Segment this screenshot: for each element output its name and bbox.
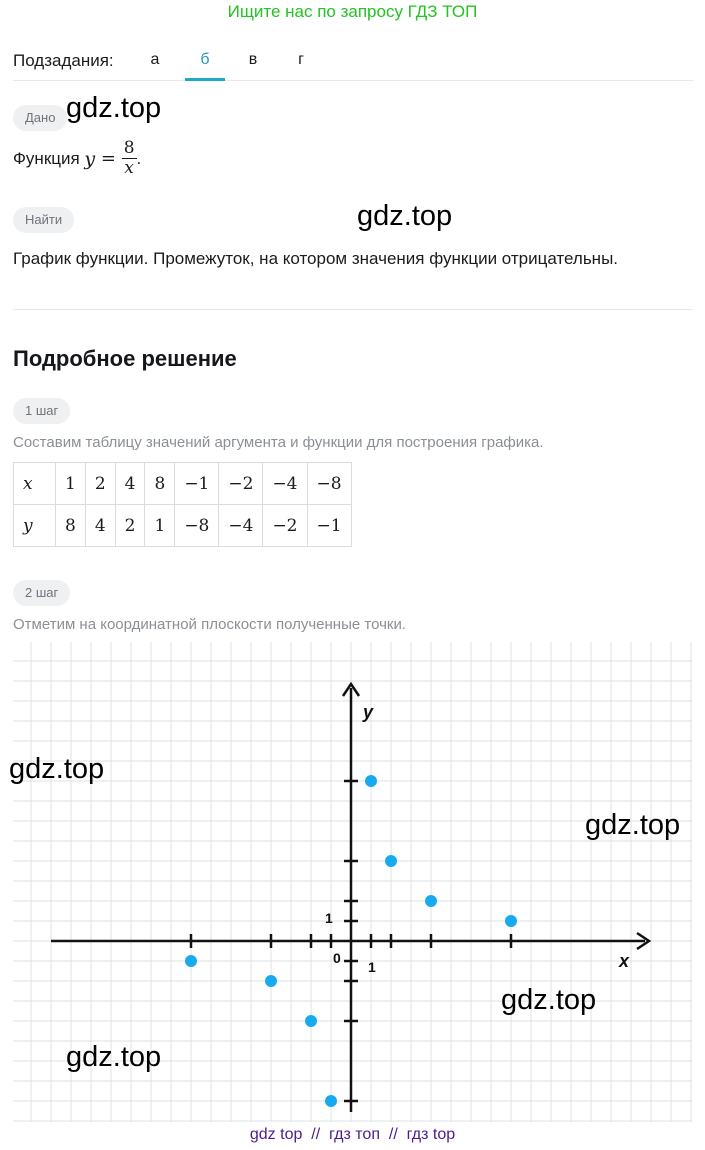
table-cell: −8 bbox=[175, 505, 219, 547]
promo-banner[interactable]: Ищите нас по запросу ГДЗ ТОП bbox=[227, 2, 478, 21]
data-point bbox=[325, 1095, 337, 1107]
given-prefix: Функция bbox=[13, 148, 85, 168]
table-cell: −2 bbox=[263, 505, 307, 547]
step1-chip: 1 шаг bbox=[13, 398, 70, 424]
table-cell: −4 bbox=[219, 505, 263, 547]
given-var-y: y bbox=[84, 147, 96, 170]
fraction-numerator: 8 bbox=[123, 138, 135, 158]
data-point bbox=[385, 855, 397, 867]
table-cell: 8 bbox=[56, 505, 86, 547]
tab-v[interactable]: в bbox=[248, 51, 258, 68]
table-cell: −2 bbox=[219, 463, 263, 505]
data-point bbox=[365, 775, 377, 787]
data-point bbox=[505, 915, 517, 927]
table-cell: 2 bbox=[85, 463, 115, 505]
given-suffix: . bbox=[136, 148, 142, 168]
subtask-tabs bbox=[13, 41, 693, 81]
watermark: gdz.top bbox=[9, 753, 105, 785]
watermark: gdz.top bbox=[357, 200, 453, 232]
table-row bbox=[14, 463, 352, 505]
tab-b[interactable]: б bbox=[200, 51, 210, 68]
table-cell: −1 bbox=[175, 463, 219, 505]
data-point bbox=[425, 895, 437, 907]
step2-chip: 2 шаг bbox=[13, 580, 70, 606]
solution-title: Подробное решение bbox=[13, 346, 237, 371]
section-divider bbox=[13, 309, 693, 310]
table-cell: 2 bbox=[115, 505, 145, 547]
find-text: График функции. Промежуток, на котором значения функции отрицательны. bbox=[13, 249, 619, 268]
x-axis-label: x bbox=[619, 951, 630, 971]
table-cell: 4 bbox=[85, 505, 115, 547]
y-unit-label: 1 bbox=[325, 910, 333, 926]
watermark: gdz.top bbox=[66, 1041, 162, 1073]
x-unit-label: 1 bbox=[368, 959, 376, 975]
watermark: gdz.top bbox=[585, 809, 681, 841]
y-axis-label: y bbox=[363, 702, 374, 722]
origin-label: 0 bbox=[333, 950, 341, 966]
given-fraction bbox=[122, 139, 137, 178]
step2-text: Отметим на координатной плоскости полученные точки. bbox=[13, 616, 407, 633]
fraction-denominator: x bbox=[124, 158, 134, 178]
table-cell: 8 bbox=[145, 463, 175, 505]
active-tab-indicator bbox=[185, 78, 225, 81]
footer-links[interactable]: gdz top // гдз топ // гдз top bbox=[249, 1126, 456, 1143]
table-row bbox=[14, 505, 352, 547]
table-cell: 1 bbox=[56, 463, 86, 505]
watermark: gdz.top bbox=[66, 92, 162, 124]
step1-text: Составим таблицу значений аргумента и функции для построения графика. bbox=[13, 434, 544, 451]
watermark: gdz.top bbox=[501, 984, 597, 1016]
table-cell: −4 bbox=[263, 463, 307, 505]
data-point bbox=[265, 975, 277, 987]
table-header-x: x bbox=[14, 463, 56, 505]
table-cell: −8 bbox=[307, 463, 351, 505]
given-equals: = bbox=[95, 148, 122, 169]
table-header-y: y bbox=[14, 505, 56, 547]
find-chip: Найти bbox=[13, 207, 74, 233]
table-cell: 1 bbox=[145, 505, 175, 547]
given-chip: Дано bbox=[13, 105, 67, 131]
table-cell: 4 bbox=[115, 463, 145, 505]
tab-g[interactable]: г bbox=[298, 51, 304, 68]
data-point bbox=[185, 955, 197, 967]
subtasks-label: Подзадания: bbox=[13, 51, 114, 70]
data-point bbox=[305, 1015, 317, 1027]
tab-a[interactable]: а bbox=[150, 51, 160, 68]
given-text bbox=[13, 139, 141, 178]
values-table bbox=[13, 462, 352, 547]
table-cell: −1 bbox=[307, 505, 351, 547]
